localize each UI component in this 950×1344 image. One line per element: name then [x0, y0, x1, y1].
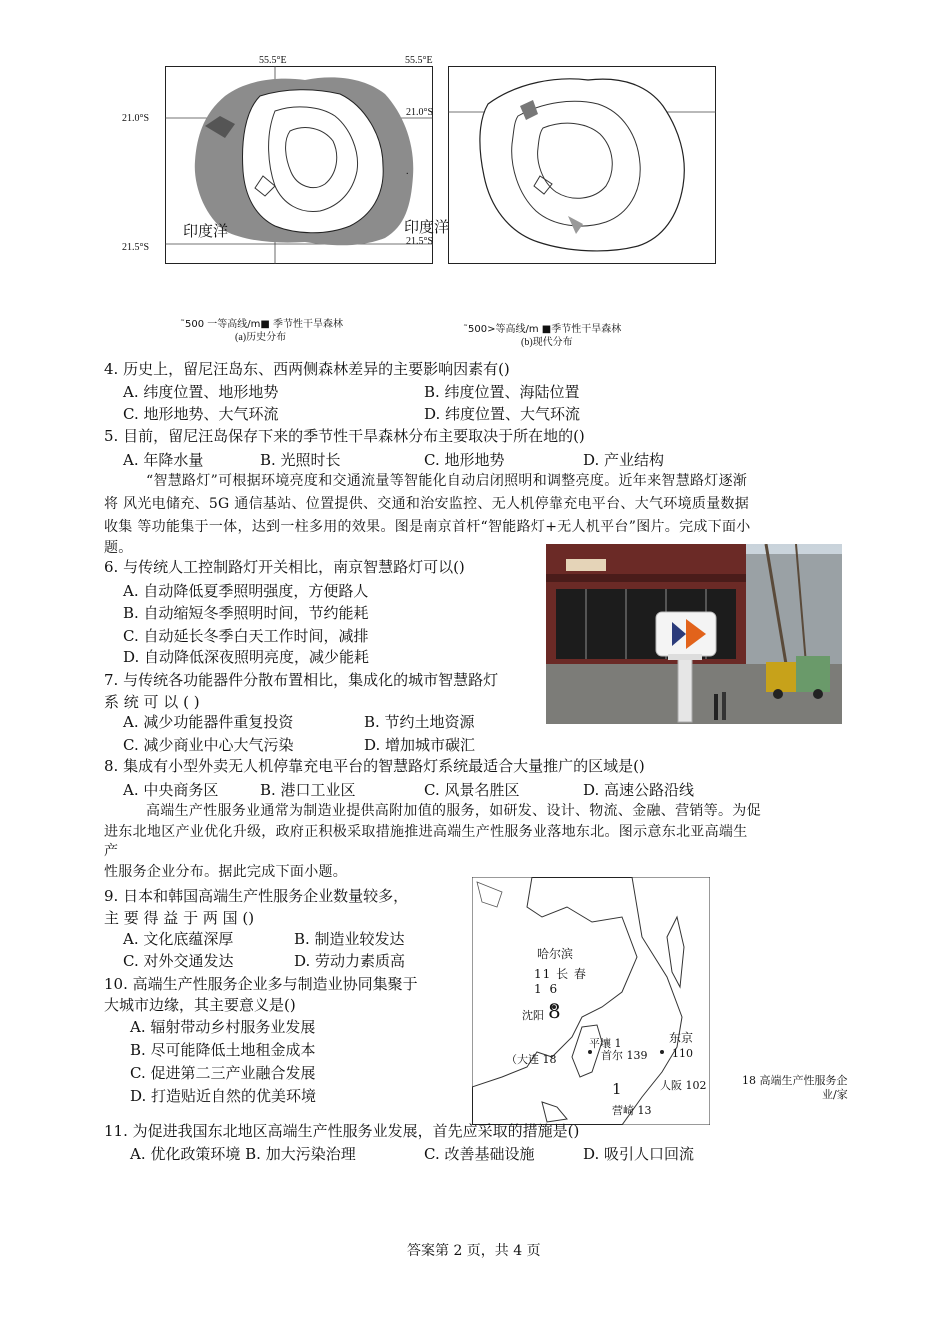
map-a-caption: (a)历史分布	[235, 332, 287, 343]
q6-option-d[interactable]: D. 自动降低深夜照明亮度，减少能耗	[123, 648, 370, 666]
passage3-line1: 高端生产性服务业通常为制造业提供高附加值的服务，如研发、设计、物流、金融、营销等。为促	[146, 803, 761, 819]
map2-seoul: 首尔 139	[601, 1049, 648, 1062]
q4-option-c[interactable]: C. 地形地势、大气环流	[123, 405, 279, 423]
q8-option-b[interactable]: B. 港口工业区	[260, 781, 356, 799]
q9-option-d[interactable]: D. 劳动力素质高	[294, 952, 406, 970]
q10-option-a[interactable]: A. 辐射带动乡村服务业发展	[130, 1018, 316, 1036]
q8-option-c[interactable]: C. 风景名胜区	[424, 781, 520, 799]
q6-option-b[interactable]: B. 自动缩短冬季照明时间，节约能耗	[123, 604, 369, 622]
q11-option-a-b[interactable]: A. 优化政策环境 B. 加大污染治理	[130, 1145, 356, 1163]
q6-option-c[interactable]: C. 自动延长冬季白天工作时间，减排	[123, 627, 369, 645]
q10-stem-line1: 10. 高端生产性服务企业多与制造业协同集聚于	[104, 975, 418, 993]
map-b-caption: (b)现代分布	[521, 337, 573, 348]
passage3-line3: 产	[104, 843, 119, 859]
q9-option-c[interactable]: C. 对外交通发达	[123, 952, 234, 970]
passage3-line2: 进东北地区产业优化升级，政府正积极采取措施推进高端生产性服务业落地东北。图示意东北亚高端生	[104, 824, 748, 840]
map-a-legend: ˜500 一等高线/m■ 季节性干旱森林	[180, 319, 344, 330]
map2-one: 1	[612, 1080, 622, 1098]
q10-option-c[interactable]: C. 促进第二三产业融合发展	[130, 1064, 316, 1082]
q4-option-d[interactable]: D. 纬度位置、大气环流	[424, 405, 581, 423]
q7-option-c[interactable]: C. 减少商业中心大气污染	[123, 736, 294, 754]
map-b-lat-top: 21.0°S	[406, 107, 434, 118]
q5-stem: 5. 目前，留尼汪岛保存下来的季节性干旱森林分布主要取决于所在地的()	[104, 427, 585, 445]
map-a-longitude: 55.5°E	[259, 55, 287, 66]
map2-changchun: 11 长 春	[534, 967, 587, 981]
map2-legend: 18 高端生产性服务企	[742, 1074, 848, 1087]
q10-stem-line2: 大城市边缘，其主要意义是()	[104, 996, 296, 1014]
map2-harbin: 哈尔滨	[537, 947, 574, 961]
q7-stem-line2: 系 统 可 以 ( )	[104, 693, 200, 711]
map-a-lat-top: 21.0°S	[122, 113, 150, 124]
q4-stem: 4. 历史上，留尼汪岛东、西两侧森林差异的主要影响因素有()	[104, 360, 510, 378]
q5-option-b[interactable]: B. 光照时长	[260, 451, 341, 469]
map-b-modern	[448, 66, 716, 264]
q9-stem-line2: 主 要 得 益 于 两 国 ()	[104, 909, 255, 927]
passage2-line2: 将 风光电储充、5G 通信基站、位置提供、交通和治安监控、无人机停靠充电平台、大气环境质量数据	[104, 496, 750, 512]
q11-option-c[interactable]: C. 改善基础设施	[424, 1145, 535, 1163]
map-b-legend: ˜500>等高线/m ■季节性干旱森林	[463, 324, 622, 335]
q4-option-b[interactable]: B. 纬度位置、海陆位置	[424, 383, 580, 401]
q8-stem: 8. 集成有小型外卖无人机停靠充电平台的智慧路灯系统最适合大量推广的区域是()	[104, 757, 645, 775]
map-a-lat-bottom: 21.5°S	[122, 242, 150, 253]
smart-streetlight-photo	[546, 544, 842, 724]
q9-option-b[interactable]: B. 制造业较发达	[294, 930, 405, 948]
q7-option-d[interactable]: D. 增加城市碳汇	[364, 736, 476, 754]
map-b-longitude: 55.5°E	[405, 55, 433, 66]
map2-num16: 1 6	[534, 982, 560, 996]
map2-count-110: 110	[672, 1047, 693, 1060]
map2-pyongyang: 平壤 1	[589, 1037, 622, 1050]
map2-miyazaki: 营崎 13	[612, 1104, 652, 1117]
q11-stem: 11. 为促进我国东北地区高端生产性服务业发展，首先应采取的措施是()	[104, 1122, 580, 1140]
q4-option-a[interactable]: A. 纬度位置、地形地势	[123, 383, 279, 401]
map2-shenyang: 沈阳	[522, 1009, 544, 1022]
passage2-line1: “智慧路灯”可根据环境亮度和交通流量等智能化自动启闭照明和调整亮度。近年来智慧路灯逐渐	[146, 473, 748, 489]
q6-option-a[interactable]: A. 自动降低夏季照明强度，方便路人	[123, 582, 369, 600]
map2-legend-unit: 业/家	[822, 1088, 848, 1101]
q11-option-d[interactable]: D. 吸引人口回流	[583, 1145, 695, 1163]
passage2-line4: 题。	[104, 540, 133, 556]
q5-option-a[interactable]: A. 年降水量	[123, 451, 204, 469]
q5-option-d[interactable]: D. 产业结构	[583, 451, 665, 469]
map-b-dot: .	[406, 166, 409, 177]
q10-option-d[interactable]: D. 打造贴近自然的优美环境	[130, 1087, 317, 1105]
map2-tokyo: 东京	[669, 1031, 694, 1045]
northeast-asia-map	[472, 877, 710, 1125]
q10-option-b[interactable]: B. 尽可能降低土地租金成本	[130, 1041, 316, 1059]
map-b-lat-bottom: 21.5°S	[406, 236, 434, 247]
page-footer: 答案第 2 页，共 4 页	[407, 1243, 541, 1259]
passage3-line4: 性服务企业分布。据此完成下面小题。	[104, 864, 348, 880]
q5-option-c[interactable]: C. 地形地势	[424, 451, 505, 469]
q8-option-a[interactable]: A. 中央商务区	[123, 781, 219, 799]
q7-option-b[interactable]: B. 节约土地资源	[364, 713, 475, 731]
q6-stem: 6. 与传统人工控制路灯开关相比，南京智慧路灯可以()	[104, 558, 465, 576]
map-a-historical	[165, 66, 433, 264]
passage2-line3: 收集 等功能集于一体，达到一柱多用的效果。图是南京首杆“智能路灯+无人机平台”图片。完成下面小	[104, 519, 751, 535]
q8-option-d[interactable]: D. 高速公路沿线	[583, 781, 695, 799]
map2-osaka: 人阪 102	[660, 1079, 707, 1092]
q7-option-a[interactable]: A. 减少功能器件重复投资	[123, 713, 294, 731]
map2-big8: 8	[548, 999, 561, 1023]
map-a-ocean-label: 印度洋	[183, 222, 229, 240]
q7-stem-line1: 7. 与传统各功能器件分散布置相比，集成化的城市智慧路灯	[104, 671, 499, 689]
map-b-ocean-label: 印度洋	[404, 218, 450, 236]
q9-option-a[interactable]: A. 文化底蕴深厚	[123, 930, 234, 948]
map2-dalian: （大连 18	[506, 1053, 557, 1066]
q9-stem-line1: 9. 日本和韩国高端生产性服务企业数量较多，	[104, 887, 409, 905]
